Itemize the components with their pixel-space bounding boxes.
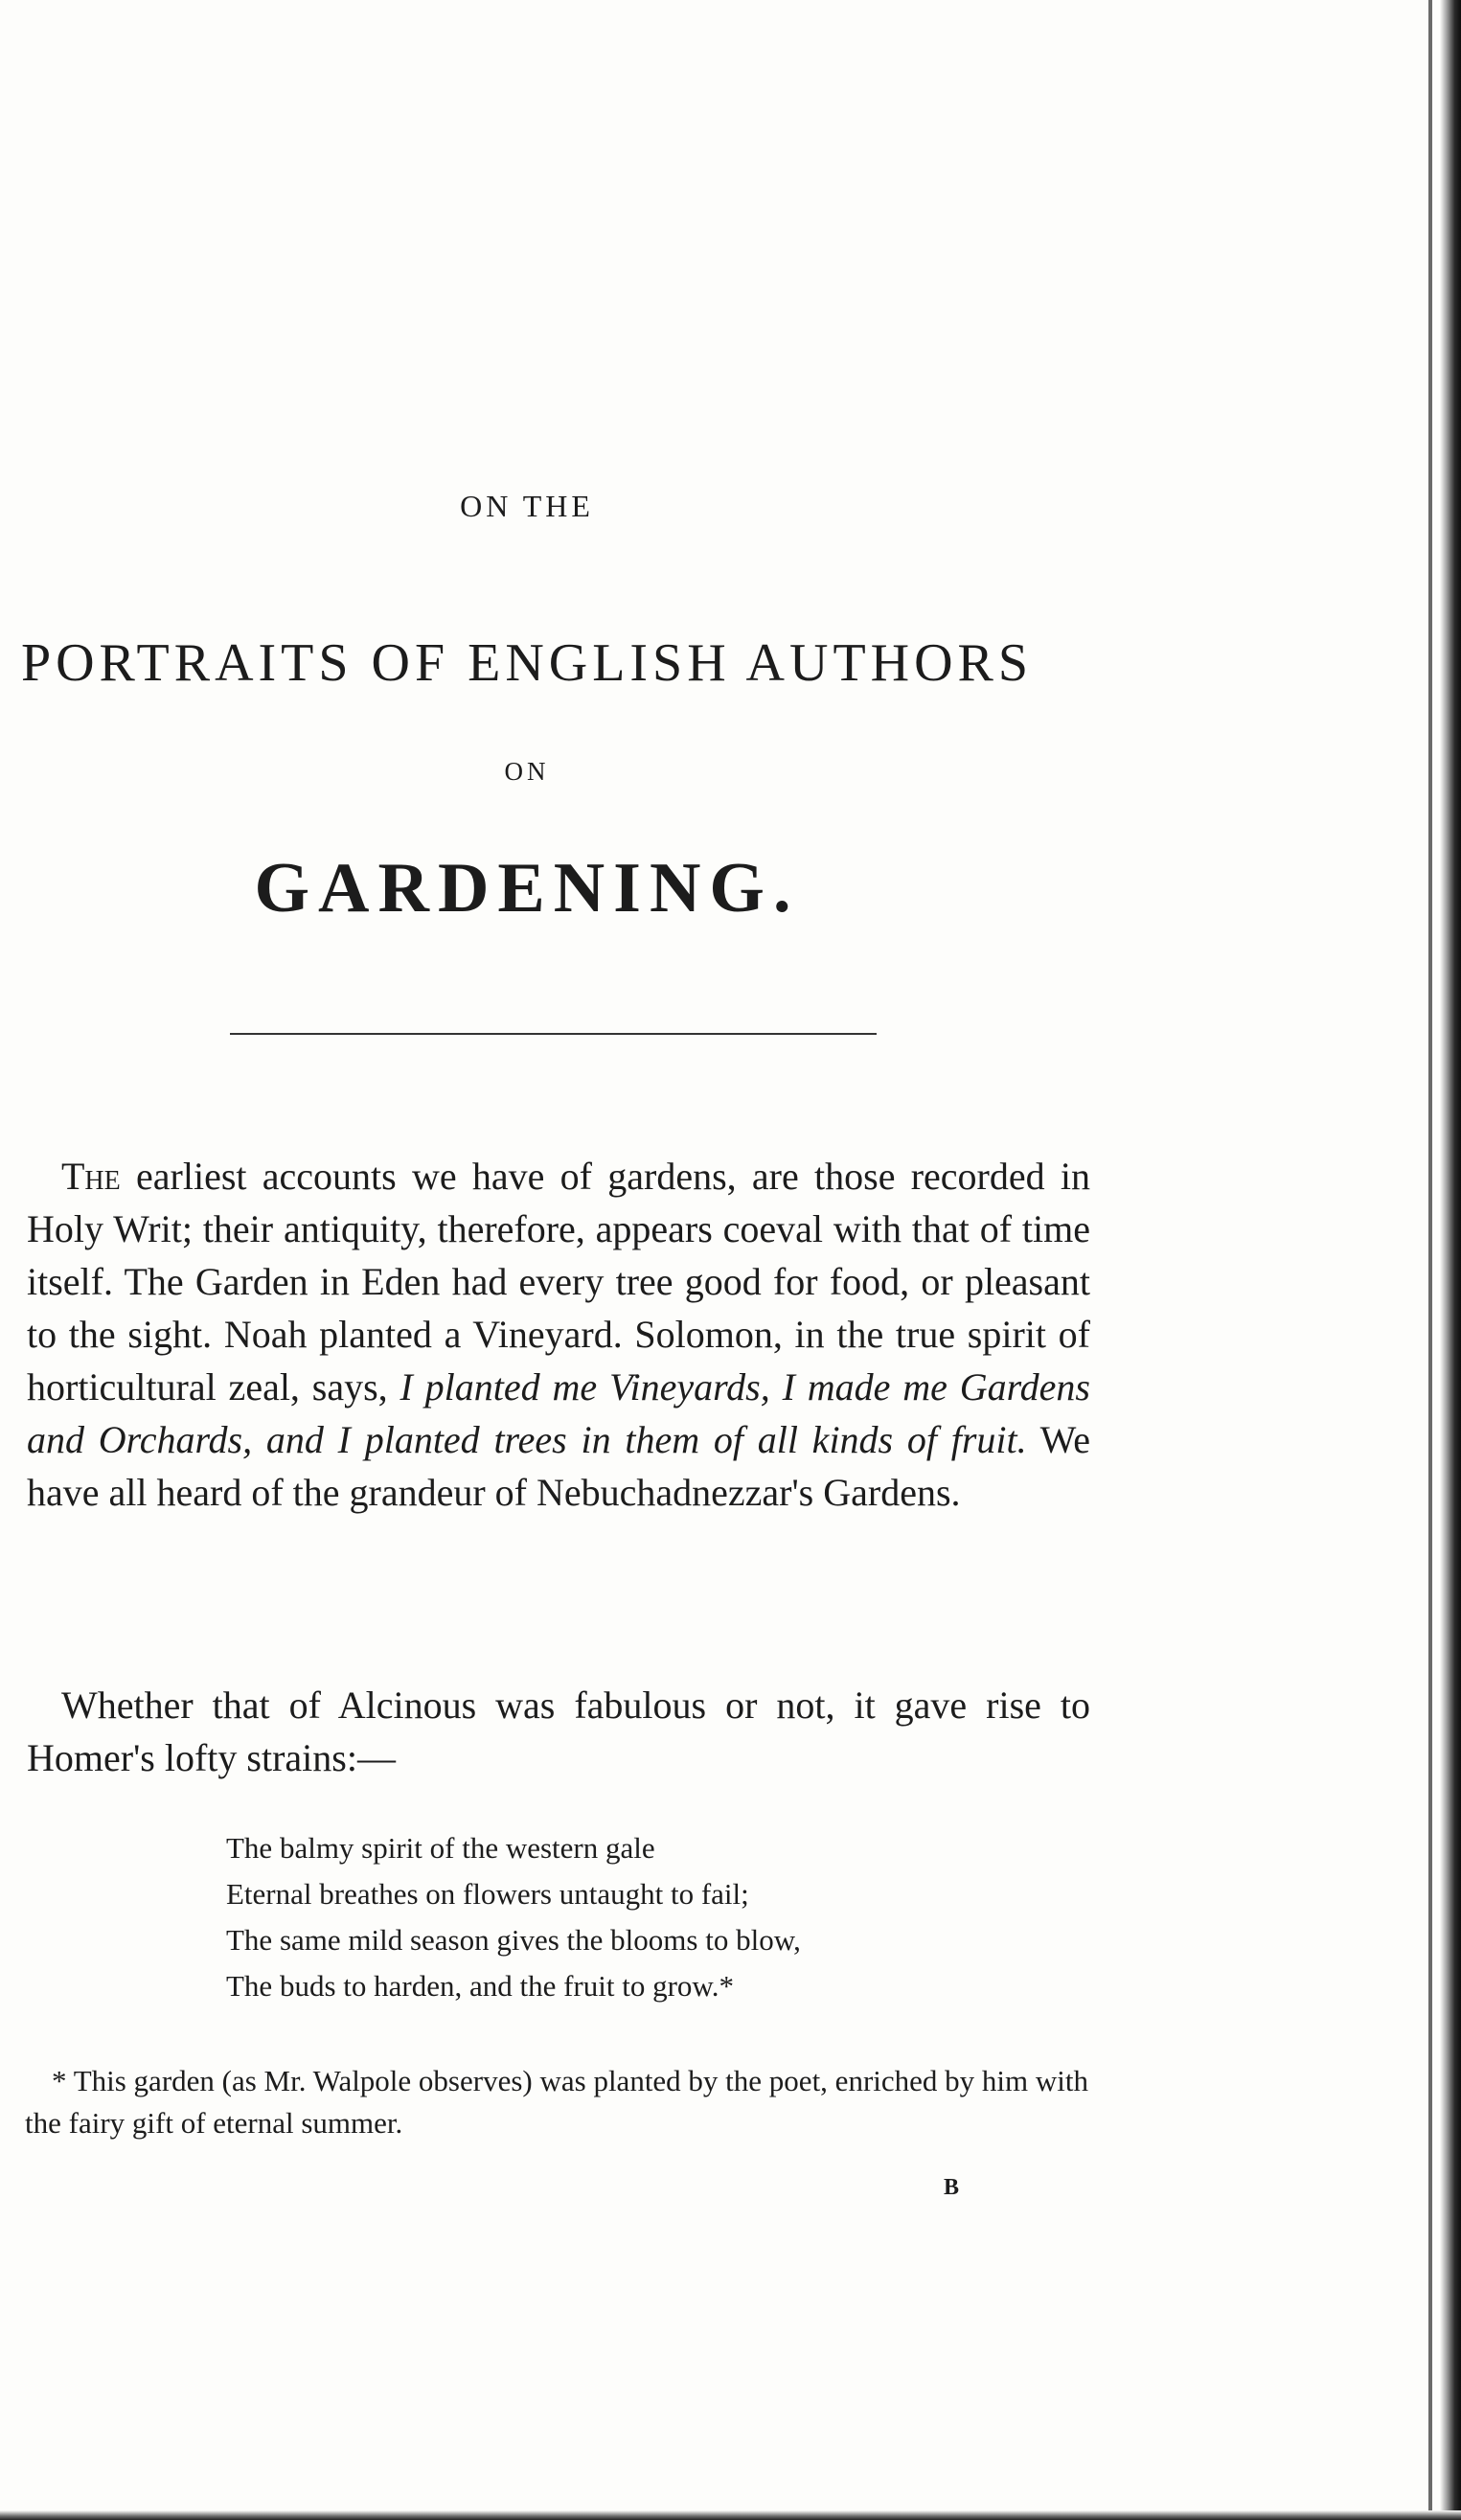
- heading-kicker: ON THE: [460, 489, 594, 523]
- signature-mark: B: [944, 2175, 960, 2200]
- paragraph-lead-word: The: [61, 1155, 121, 1198]
- paragraph-earliest-accounts: [27, 1150, 1090, 1519]
- scan-edge-bottom: [0, 2510, 1461, 2520]
- heading-on: ON: [504, 757, 550, 786]
- solomon-quote: I planted me Vineyards, I made me Gardens and Orchards, and I planted trees in them of all kinds of fruit.: [27, 1365, 1090, 1461]
- paragraph-text-a: earliest accounts we have of gardens, are those recorded in Holy Writ; their antiquity, therefore, appears coeval with that of time itself. The Garden in Eden had every tree good for food, or pleasant to the sight. Noah planted a Vineyard. Solomon, in the true spirit of horticultural zeal, says,: [27, 1155, 1090, 1409]
- verse-line: Eternal breathes on flowers untaught to fail;: [226, 1877, 749, 1911]
- footnote: * This garden (as Mr. Walpole observes) was planted by the poet, enriched by him with the fairy gift of eternal summer.: [25, 2064, 1088, 2140]
- section-rule: [230, 1033, 877, 1035]
- scan-edge-right: [1440, 0, 1461, 2520]
- verse-line: The buds to harden, and the fruit to grow.*: [226, 1969, 735, 2003]
- heading-subject: GARDENING.: [254, 849, 800, 928]
- verse-line: The balmy spirit of the western gale: [226, 1831, 655, 1865]
- paragraph-alcinous: Whether that of Alcinous was fabulous or not, it gave rise to Homer's lofty strains:—: [27, 1684, 1090, 1779]
- verse-line: The same mild season gives the blooms to blow,: [226, 1923, 801, 1957]
- page-title: PORTRAITS OF ENGLISH AUTHORS: [20, 633, 1034, 693]
- paragraph-text-b: We have all heard of the grandeur of Nebuchadnezzar's Gardens.: [27, 1418, 1090, 1514]
- scan-edge-inner: [1428, 0, 1432, 2520]
- homer-verse: [226, 1825, 801, 2009]
